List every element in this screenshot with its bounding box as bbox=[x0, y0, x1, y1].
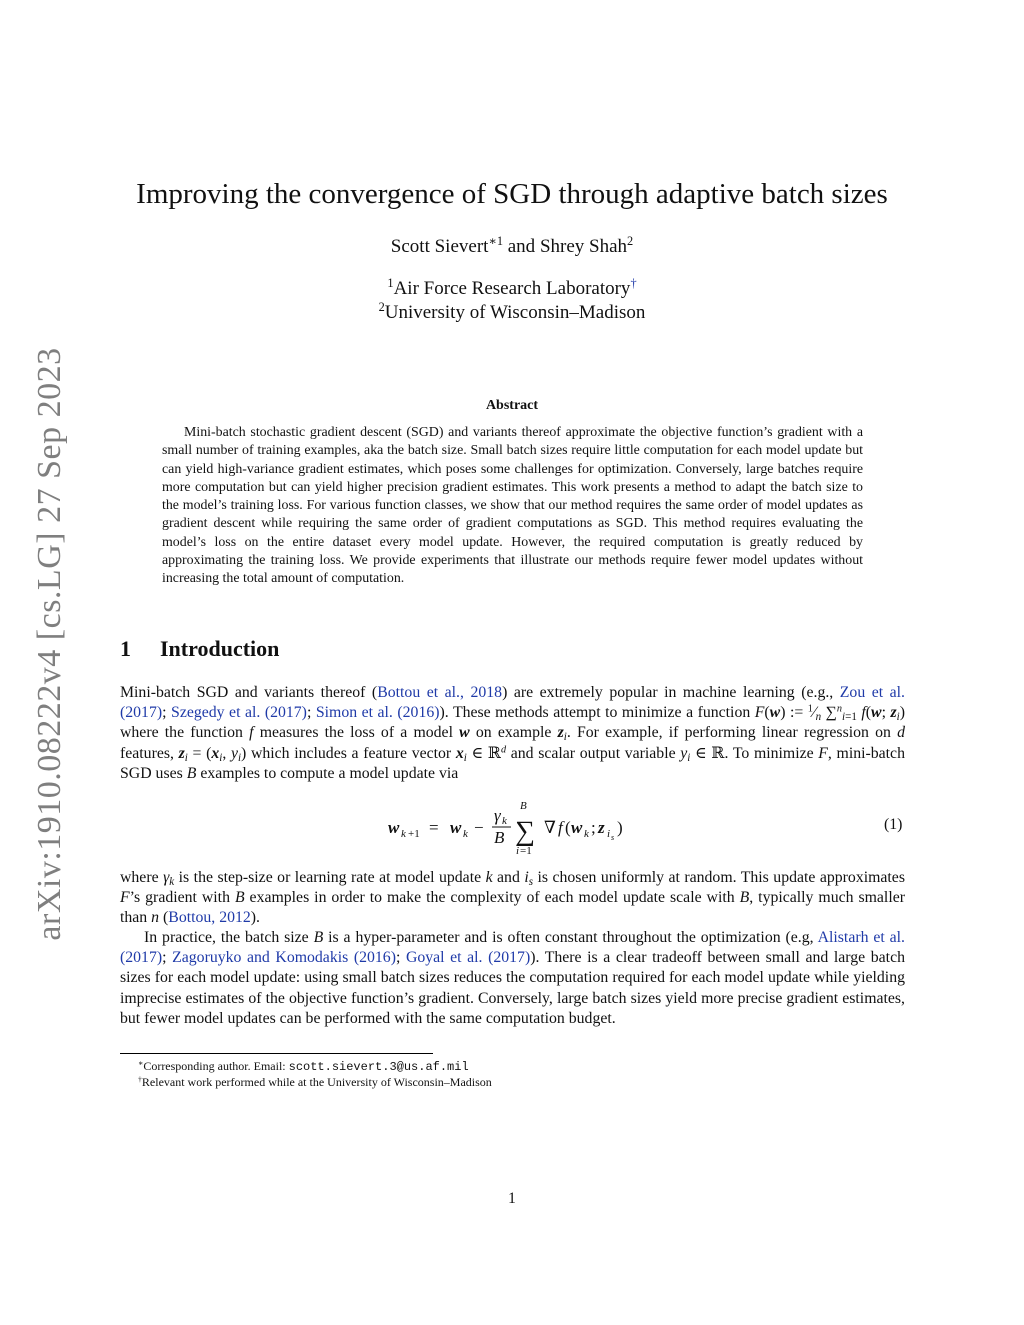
citation-link[interactable]: Zou et al. (2017) bbox=[120, 684, 906, 722]
citation-link[interactable]: Alistarh et al. (2017) bbox=[120, 929, 906, 967]
email-address[interactable]: scott.sievert.3@us.af.mil bbox=[288, 1060, 469, 1074]
body-text: , mini-batch SGD uses bbox=[120, 744, 905, 782]
affiliation bbox=[0, 302, 1024, 324]
svg-text:(: ( bbox=[565, 818, 571, 837]
abstract-text: Mini-batch stochastic gradient descent (SGD) and variants thereof approximate the objective function’s gradient with a small number of training examples, aka the batch size. Small batch sizes require little computation for each model update but can yield high-variance gradient estimates, which poses some challenges for optimization. Conversely, large batches require more computation but can yield higher precision gradient estimates. This work presents a method to adapt the batch size to the model’s training loss. For various function classes, we show that our method requires the same order of model updates as gradient descent while requiring the same order of gradient computations as SGD. This method requires evaluating the model’s loss on the entire dataset every model update. However, the required computation is greatly reduced by approximating the training loss. We provide experiments that illustrate our methods require fewer model updates without increasing the total amount of computation. bbox=[162, 425, 863, 587]
math-xi: $x_i$ ∈ ℝ$^d$ bbox=[455, 743, 507, 764]
body-text: where the function bbox=[120, 724, 250, 742]
svg-text:i: i bbox=[516, 845, 520, 857]
svg-text:s: s bbox=[611, 833, 615, 842]
math-is: $i_s$ bbox=[524, 869, 534, 888]
footnote-2 bbox=[138, 1075, 492, 1090]
svg-text:;: ; bbox=[591, 818, 596, 837]
equation-sgd-update bbox=[388, 800, 648, 860]
math-f: f bbox=[249, 724, 254, 742]
body-text: ). bbox=[250, 909, 261, 927]
author-connector: and bbox=[503, 236, 540, 257]
math-B: B bbox=[186, 764, 197, 782]
body-text: examples in order to make the complexity of each model update scale with bbox=[244, 889, 740, 907]
author-marks: 2 bbox=[627, 234, 634, 249]
body-text: ). There is a clear tradeoff between small and large batch sizes for each model update: using small batch sizes reduces the computation required for each model update while yielding imprecise estimates of the objective function’s gradient. Conversely, large batch sizes yield more precise gradient estimates, but fewer model updates can be performed with the same computation budget. bbox=[120, 949, 905, 1027]
svg-text:B: B bbox=[494, 828, 505, 847]
citation-link[interactable]: Goyal et al. (2017) bbox=[405, 949, 531, 967]
body-text: ( bbox=[159, 909, 169, 927]
svg-text:k: k bbox=[463, 828, 468, 840]
body-text: In practice, the batch size bbox=[144, 929, 314, 946]
math-zi-def: $z_i = (x_i$, $y_i$) bbox=[178, 744, 247, 764]
affiliation-name: Air Force Research Laboratory bbox=[393, 278, 631, 299]
affiliation-mark: 1 bbox=[387, 276, 394, 291]
footnote-divider bbox=[120, 1053, 433, 1054]
svg-text:=1: =1 bbox=[520, 845, 532, 857]
math-B: B bbox=[234, 889, 245, 907]
svg-text:w: w bbox=[571, 818, 583, 837]
body-text: . For example, if performing linear regression on bbox=[566, 724, 898, 742]
math-yi: $y_i$ ∈ ℝ bbox=[680, 744, 725, 764]
body-text: is a hyper-parameter and is often constant throughout the optimization (e.g, bbox=[323, 929, 818, 946]
body-text: is the step-size or learning rate at model update bbox=[174, 869, 486, 886]
body-text: ). These methods attempt to minimize a function bbox=[439, 704, 755, 722]
svg-text:k: k bbox=[401, 828, 406, 840]
svg-text:γ: γ bbox=[494, 806, 501, 825]
svg-text:k: k bbox=[584, 828, 589, 840]
author-name: Shrey Shah bbox=[539, 236, 628, 257]
svg-text:): ) bbox=[617, 818, 623, 837]
math-zi: $z_i$ bbox=[557, 724, 567, 744]
svg-text:z: z bbox=[598, 818, 605, 837]
math-d: d bbox=[897, 724, 905, 742]
svg-text:+1: +1 bbox=[408, 828, 420, 840]
paper-title: Improving the convergence of SGD through adaptive batch sizes bbox=[136, 178, 888, 210]
affiliation-mark: 2 bbox=[378, 300, 385, 315]
affiliation bbox=[0, 278, 1024, 300]
section-number: 1 bbox=[120, 636, 131, 661]
math-gamma-k: $\gamma_k$ bbox=[163, 869, 175, 888]
body-text: and scalar output variable bbox=[506, 744, 681, 762]
section-heading bbox=[120, 636, 279, 662]
body-text: ; bbox=[395, 949, 406, 967]
section-title: Introduction bbox=[160, 636, 280, 661]
math-F: F bbox=[120, 889, 130, 907]
arxiv-identifier-stamp: arXiv:1910.08222v4 [cs.LG] 27 Sep 2023 bbox=[31, 347, 68, 941]
svg-text:−: − bbox=[474, 818, 484, 837]
intro-paragraph-2 bbox=[120, 868, 905, 929]
body-text: is chosen uniformly at random. This update approximates bbox=[533, 869, 905, 886]
math-F: F bbox=[818, 744, 828, 762]
body-text: ; bbox=[162, 704, 172, 722]
math-k: k bbox=[485, 869, 493, 886]
citation-link[interactable]: Szegedy et al. (2017) bbox=[171, 704, 307, 722]
body-text: ; bbox=[162, 949, 173, 967]
footnote-text: Relevant work performed while at the University of Wisconsin–Madison bbox=[141, 1075, 492, 1089]
body-text: measures the loss of a model bbox=[253, 724, 460, 742]
math-B: B bbox=[313, 929, 324, 946]
equation-graphic bbox=[388, 800, 648, 860]
body-text: . To minimize bbox=[724, 744, 819, 762]
body-text: which includes a feature vector bbox=[246, 744, 456, 762]
body-text: features, bbox=[120, 744, 179, 762]
body-text: and bbox=[492, 869, 525, 886]
svg-text:k: k bbox=[502, 815, 507, 827]
math-n: n bbox=[151, 909, 160, 927]
svg-text:f: f bbox=[558, 818, 563, 837]
footnote-text: Corresponding author. Email: bbox=[143, 1059, 289, 1073]
svg-text:B: B bbox=[520, 800, 527, 812]
svg-text:=: = bbox=[429, 818, 439, 837]
footnote-mark: † bbox=[138, 1074, 142, 1084]
body-text: examples to compute a model update via bbox=[196, 764, 459, 782]
author-marks: ∗1 bbox=[488, 234, 503, 249]
math-w: w bbox=[459, 724, 470, 742]
abstract-heading: Abstract bbox=[485, 398, 539, 413]
math-B: B bbox=[739, 889, 750, 907]
equation-number: (1) bbox=[884, 816, 903, 833]
footnote-1 bbox=[138, 1059, 469, 1074]
body-text: ’s gradient with bbox=[129, 889, 235, 907]
page-number: 1 bbox=[508, 1190, 516, 1207]
author-list bbox=[0, 236, 1024, 258]
body-text: ) are extremely popular in machine learning (e.g., bbox=[502, 684, 840, 701]
body-text: on example bbox=[469, 724, 558, 742]
citation-link[interactable]: Bottou et al., 2018 bbox=[377, 684, 503, 701]
svg-text:i: i bbox=[607, 828, 611, 840]
intro-paragraph-1 bbox=[120, 683, 905, 784]
svg-text:w: w bbox=[450, 818, 462, 837]
body-text: Mini-batch SGD and variants thereof ( bbox=[120, 684, 378, 701]
svg-text:w: w bbox=[388, 818, 400, 837]
citation-link[interactable]: Simon et al. (2016) bbox=[315, 704, 440, 722]
body-text: ; bbox=[306, 704, 316, 722]
citation-link[interactable]: Bottou, 2012 bbox=[168, 909, 251, 927]
math-loss-definition: F(w) := $^1⁄_n$ ∑$^n_{i=1}$ f(w; $z_i$) bbox=[754, 703, 905, 723]
footnote-link[interactable]: † bbox=[630, 276, 637, 291]
affiliation-name: University of Wisconsin–Madison bbox=[384, 302, 646, 323]
author-name: Scott Sievert bbox=[390, 236, 489, 257]
svg-text:∇: ∇ bbox=[544, 818, 556, 837]
svg-text:∑: ∑ bbox=[515, 816, 535, 847]
footnote-mark: ∗ bbox=[138, 1058, 144, 1068]
intro-paragraph-3 bbox=[120, 928, 905, 1029]
body-text: where bbox=[120, 869, 164, 886]
citation-link[interactable]: Zagoruyko and Komodakis (2016) bbox=[172, 949, 396, 967]
body-text: , typically much smaller than bbox=[120, 889, 905, 927]
